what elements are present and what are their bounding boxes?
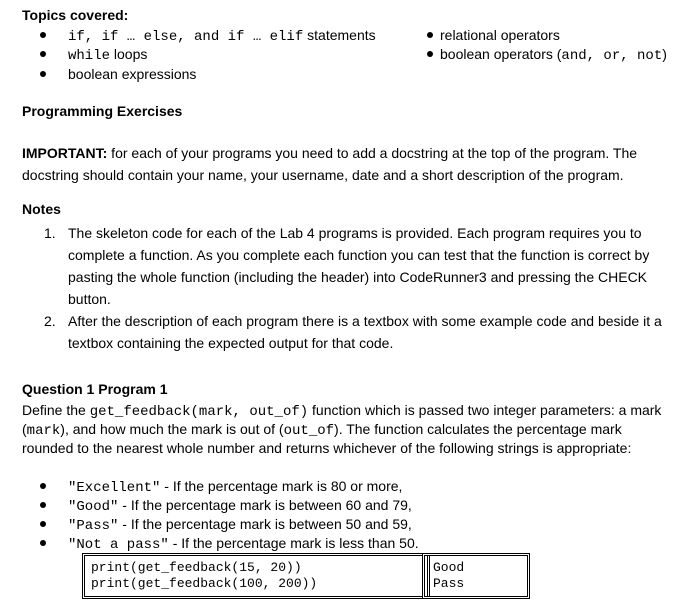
question-text: (	[22, 421, 27, 437]
important-line	[22, 142, 637, 164]
bullet-icon	[40, 521, 46, 527]
topic-item	[440, 43, 667, 67]
code-line: print(get_feedback(100, 200))	[91, 576, 318, 591]
bullet-icon	[40, 540, 46, 546]
note-line: The skeleton code for each of the Lab 4 programs is provided. Each program requires you to	[68, 225, 642, 241]
question-text: Define the	[22, 402, 90, 418]
bullet-icon	[40, 502, 46, 508]
note-line: After the description of each program there is a textbox with some example code and beside it a	[68, 313, 662, 329]
question-line: rounded to the nearest whole number and returns whichever of the following strings is appropriate:	[22, 440, 632, 456]
note-line: complete a function. As you complete each function you can test that the function is correct by	[68, 247, 650, 263]
criteria-code: "Excellent"	[68, 480, 161, 496]
criteria-text: - If the percentage mark is less than 50.	[168, 535, 419, 551]
question-code: get_feedback(mark, out_of)	[89, 404, 309, 420]
topic-text: statements	[303, 27, 376, 43]
criteria-code: "Good"	[68, 499, 119, 515]
topic-text: boolean operators (	[440, 46, 562, 62]
important-label: IMPORTANT:	[22, 145, 108, 161]
topic-item	[68, 63, 196, 85]
criteria-code: "Not a pass"	[68, 537, 169, 553]
criteria-text: - If the percentage mark is 80 or more,	[160, 478, 403, 494]
notes-heading: Notes	[22, 201, 61, 217]
important-text: for each of your programs you need to add a docstring at the top of the program. The	[107, 145, 638, 161]
question-text: function which is passed two integer parameters: a mark	[308, 402, 662, 418]
example-code-box	[84, 555, 428, 597]
criteria-code: "Pass"	[68, 518, 119, 534]
topics-heading: Topics covered:	[22, 7, 129, 23]
note-line: pasting the whole function (including the header) into CodeRunner3 and pressing the CHECK	[68, 269, 648, 285]
topic-text: loops	[110, 46, 148, 62]
topic-code: and, or, not	[561, 48, 663, 64]
note-number: 1.	[44, 225, 56, 241]
note-line: textbox containing the expected output for that code.	[68, 335, 394, 351]
note-line: button.	[68, 291, 111, 307]
criteria-item	[68, 532, 419, 556]
output-line: Good	[433, 560, 465, 575]
topic-code: if, if … else, and if … elif	[68, 29, 304, 45]
question-code: mark	[26, 423, 61, 439]
topic-code: while	[68, 48, 111, 64]
code-line: print(get_feedback(15, 20))	[91, 560, 302, 575]
criteria-text: - If the percentage mark is between 60 and 79,	[118, 497, 412, 513]
bullet-icon	[40, 51, 46, 57]
topic-text: boolean expressions	[68, 66, 197, 82]
important-line: docstring should contain your name, your username, date and a short description of the program.	[22, 167, 624, 183]
bullet-icon	[40, 71, 46, 77]
question-heading: Question 1 Program 1	[22, 381, 168, 397]
question-text: ), and how much the mark is out of (	[60, 421, 284, 437]
question-text: ). The function calculates the percentage mark	[334, 421, 622, 437]
question-code: out_of	[283, 423, 335, 439]
expected-output-box	[424, 555, 528, 597]
bullet-icon	[40, 483, 46, 489]
topic-text: relational operators	[440, 27, 560, 43]
topic-text: )	[662, 46, 667, 62]
bullet-icon	[40, 32, 46, 38]
note-number: 2.	[44, 313, 56, 329]
bullet-icon	[427, 51, 433, 57]
output-line: Pass	[433, 576, 465, 591]
criteria-text: - If the percentage mark is between 50 and 59,	[118, 516, 412, 532]
exercises-heading: Programming Exercises	[22, 103, 183, 119]
bullet-icon	[427, 32, 433, 38]
